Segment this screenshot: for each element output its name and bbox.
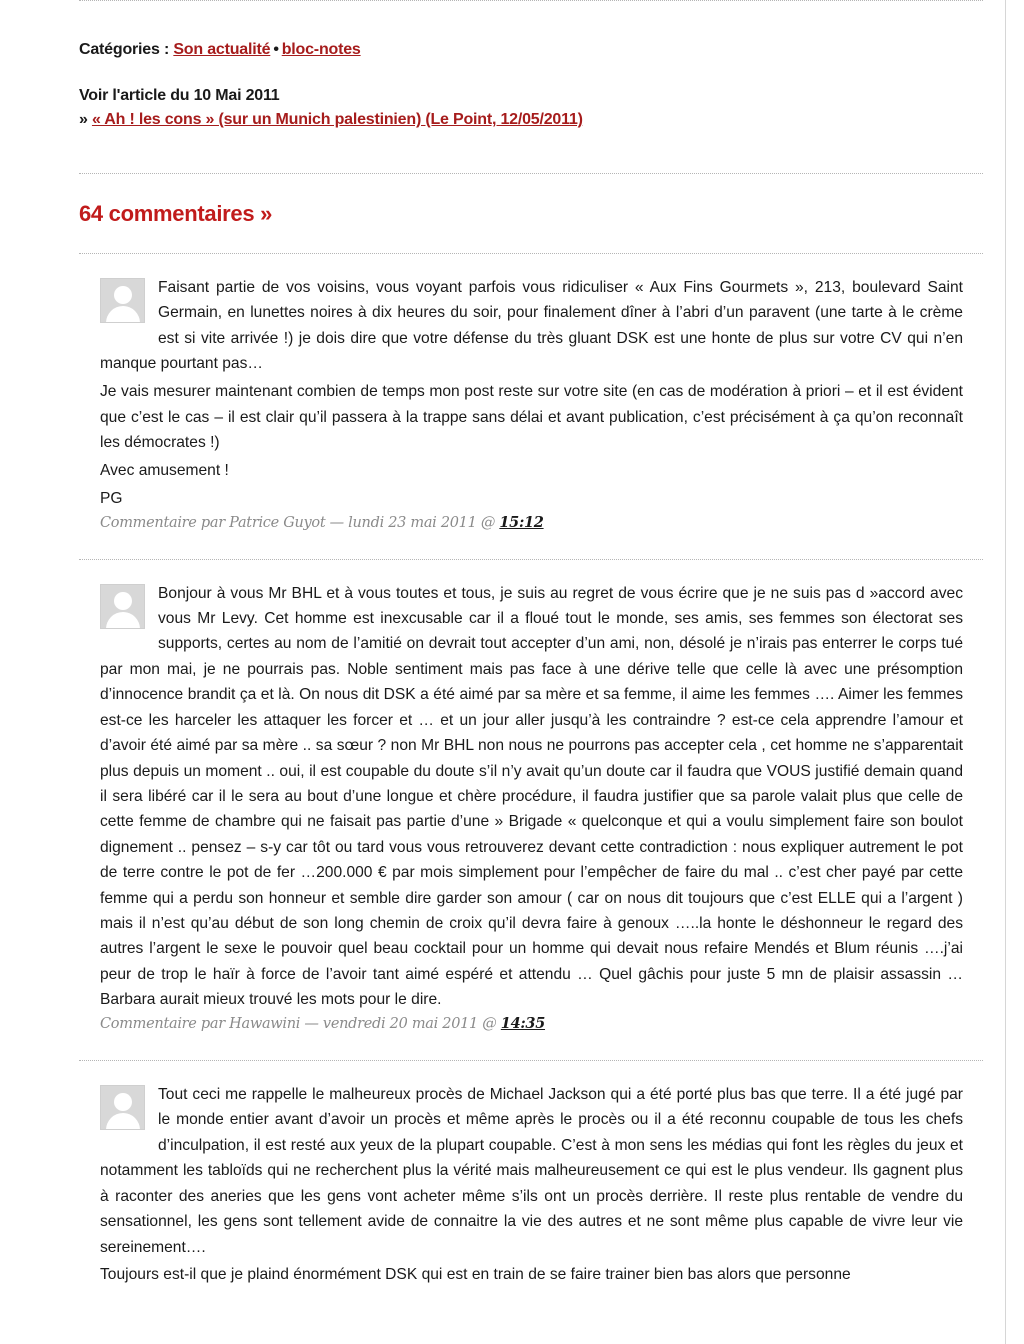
- avatar-body-icon: [106, 306, 140, 323]
- categories-line: [79, 41, 983, 59]
- see-article-label: Voir l'article du 10 Mai 2011: [79, 87, 280, 104]
- avatar: [100, 584, 145, 629]
- comment-item: [79, 1061, 983, 1288]
- top-divider: [79, 0, 983, 1]
- page-edge-rule: [1005, 0, 1006, 1344]
- comment-paragraph: Faisant partie de vos voisins, vous voyant parfois vous ridiculiser « Aux Fins Gourmets », 213, boulevard Saint Germain, en lunettes noires à dix heures du soir, pour finalement dîner à l’abri d’un paravent (une tarte à le crème est si vite arrivée !) je dois dire que votre défense du très gluant DSK est une honte de plus sur votre CV qui n’en manque pourtant pas…: [100, 279, 963, 373]
- comment-meta: [100, 514, 963, 531]
- divider: [79, 173, 983, 174]
- comment-meta-text: Commentaire par Patrice Guyot — lundi 23 mai 2011 @: [100, 514, 496, 531]
- post-footer-and-comments: [79, 0, 983, 1290]
- comment-meta: [100, 1015, 963, 1032]
- comment-item: [79, 560, 983, 1032]
- avatar-head-icon: [114, 592, 132, 610]
- related-article-line: [79, 111, 983, 129]
- avatar-body-icon: [106, 1113, 140, 1130]
- comment-meta-text: Commentaire par Hawawini — vendredi 20 mai 2011 @: [100, 1016, 497, 1033]
- comment-item: [79, 254, 983, 531]
- article-prefix: »: [79, 111, 88, 128]
- comment-permalink-time[interactable]: 14:35: [500, 1015, 546, 1033]
- comment-paragraph: Tout ceci me rappelle le malheureux procès de Michael Jackson qui a été porté plus bas que terre. Il a été jugé par le monde entier avant d’avoir un procès et même après le procès ou il a été reconnu coupable de tous les chefs d’inculpation, il est resté aux yeux de la plupart coupable. C’est à mon sens les médias qui font les règles du jeux et notamment les tabloïds qui ne recherchent plus la vérité mais malheureusement ce qui est le plus vendeur. Ils gagnent plus à raconter des aneries que les gens vont acheter même s’ils ont un procès derrière. Il reste plus rentable de vendre du sensationnel, les gens sont tellement avide de connaitre la vie des autres et ne sont même plus capable de vivre leur vie sereinement….: [100, 1086, 963, 1256]
- comment-body: [100, 560, 963, 1013]
- related-article-link[interactable]: « Ah ! les cons » (sur un Munich palestinien) (Le Point, 12/05/2011): [91, 111, 583, 128]
- comment-paragraph: Bonjour à vous Mr BHL et à vous toutes et tous, je suis au regret de vous écrire que je ne suis pas d »accord avec vous Mr Levy. Cet homme est inexcusable car il a floué tout le monde, ses amis, ses femmes son électorat ses supports, certes au nom de l’amitié on devrait tout accepter d’un ami, non, désolé je n’irais pas enterrer le corps tué par mon mai, je ne pourrais pas. Noble sentiment mais pas face à une dérive telle que celle là avec une présomption d’innocence brandit ça et là. On nous dit DSK a été aimé par sa mère et sa femme, il aime les femmes …. Aimer les femmes est-ce les harceler les attaquer les forcer et … et un jour aller jusqu’à les contraindre ? est-ce cela apprendre l’amour et d’avoir été aimé par sa mère .. sa sœur ? non Mr BHL non nous ne pourrons pas accepter cela , cet homme ne s’apparentait plus depuis un moment .. oui, il est coupable du doute s’il n’y avait qu’un doute car il faudra que VOUS justifié demain quand il sera libéré car il le sera au bout d’une longue et chère procédure, il faudra justifier que sa parole valait plus que celle de cette femme de chambre qui ne faisait pas partie d’une » Brigade « quelconque et qui a voulu simplement faire son boulot dignement .. pensez – s-y car tôt ou tard vous vous retrouverez devant cette contradiction : nous expliquer autrement le pot de terre contre le pot de fer …200.000 € par mois simplement pour l’empêcher de faire du mal .. c’est cher payé par cette femme qui a perdu son honneur et semble dire garder son amour ( car on nous dit toujours que c’est ELLE qui a l’argent ) mais il n’est qu’au début de son long chemin de croix qu’il devra faire à genoux …..la honte le déshonneur le regard des autres l’argent le sexe le pouvoir quel beau cocktail pour un homme qui devait nous refaire Mendés et Blum réunis ….j’ai peur de trop le haïr à force de l’avoir tant aimé espéré et attendu … Quel gâchis pour juste 5 mn de plaisir assassin … Barbara aurait mieux trouvé les mots pour le dire.: [100, 584, 963, 1009]
- comment-paragraph: Je vais mesurer maintenant combien de temps mon post reste sur votre site (en cas de modération à priori – et il est évident que c’est le cas – il est clair qu’il passera à la trappe sans délai et avant publication, c’est précisément à ça qu’on reconnaît les démocrates !): [100, 383, 963, 451]
- comment-permalink-time[interactable]: 15:12: [499, 513, 544, 531]
- avatar: [100, 1085, 145, 1130]
- category-link-son-actualite[interactable]: Son actualité: [173, 41, 271, 58]
- categories-label: Catégories :: [79, 41, 170, 58]
- avatar-body-icon: [106, 612, 140, 629]
- avatar: [100, 278, 145, 323]
- comment-paragraph: PG: [100, 489, 123, 507]
- comment-body: [100, 254, 963, 511]
- category-separator: •: [273, 41, 279, 58]
- comment-paragraph: Toujours est-il que je plaind énormément DSK qui est en train de se faire trainer bien bas alors que personne: [100, 1266, 851, 1284]
- comment-paragraph: Avec amusement !: [100, 461, 229, 479]
- avatar-head-icon: [114, 1093, 132, 1111]
- avatar-head-icon: [114, 286, 132, 304]
- comment-body: [100, 1061, 963, 1288]
- comments-heading[interactable]: 64 commentaires »: [79, 201, 273, 226]
- category-link-bloc-notes[interactable]: bloc-notes: [281, 41, 361, 58]
